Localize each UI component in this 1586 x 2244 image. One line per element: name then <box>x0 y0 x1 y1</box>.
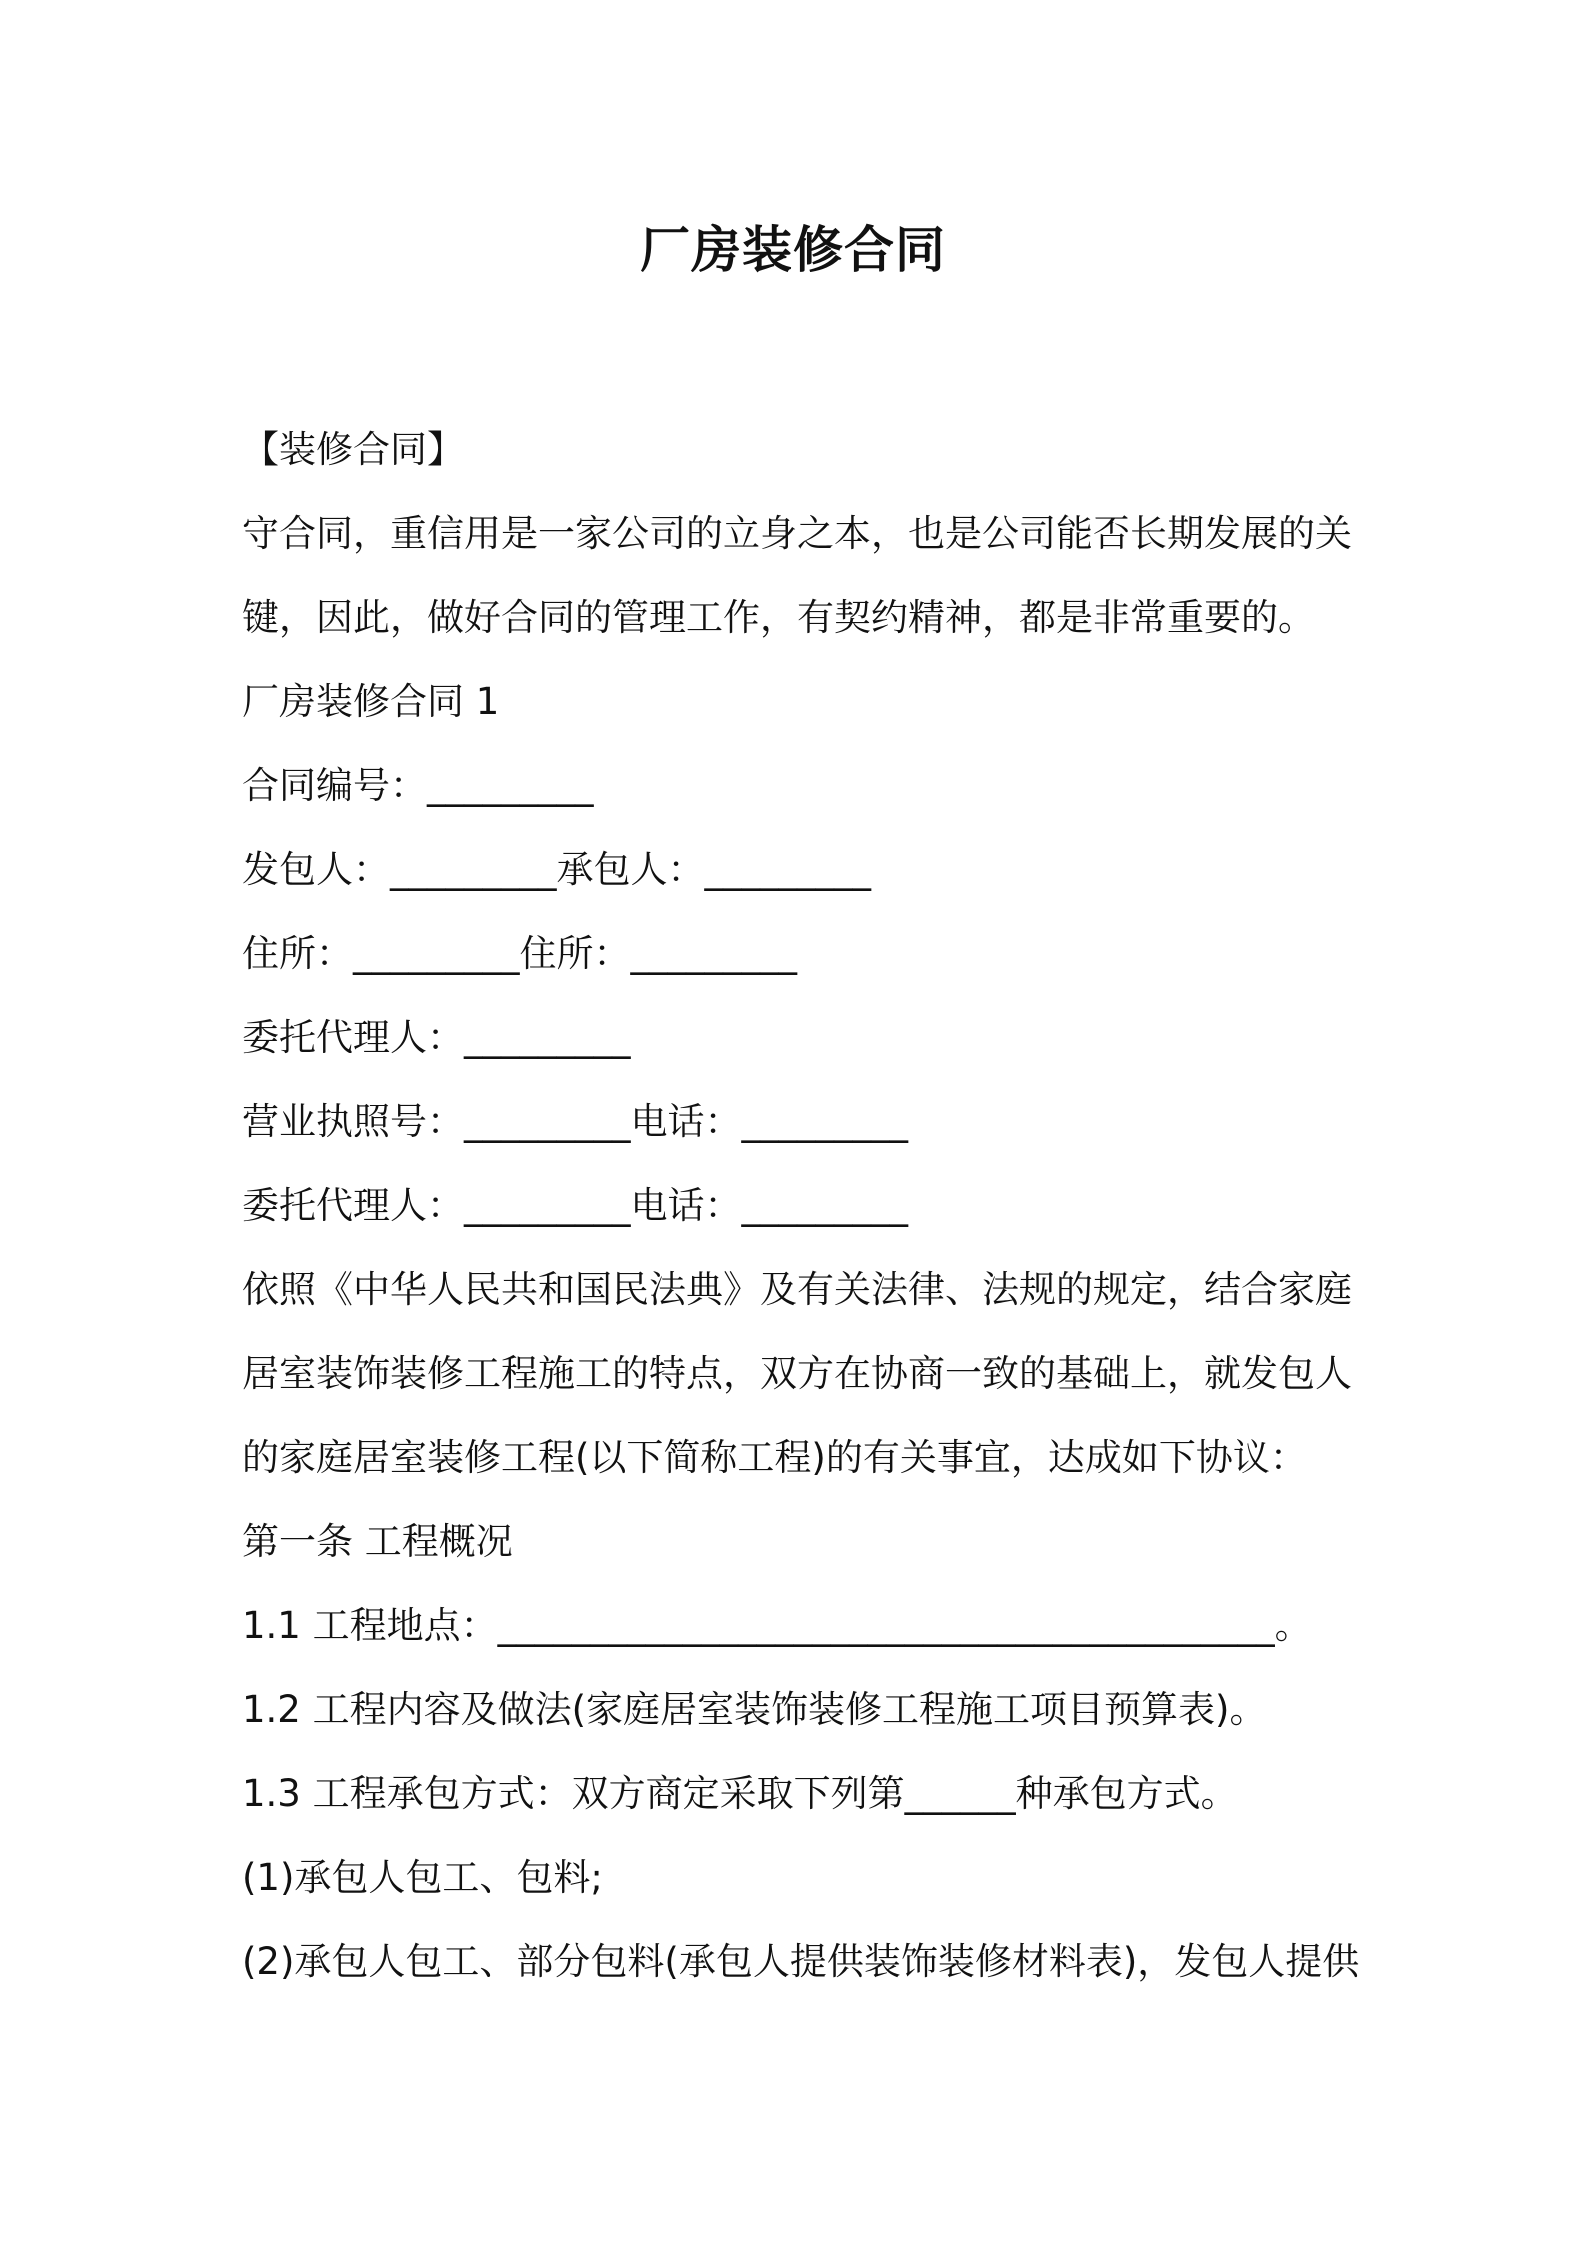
clause-line: 1.2 工程内容及做法(家庭居室装饰装修工程施工项目预算表)。 <box>242 1688 1267 1731</box>
intro-paragraph-line: 守合同，重信用是一家公司的立身之本，也是公司能否长期发展的关 <box>242 512 1352 555</box>
clause-line: (1)承包人包工、包料; <box>242 1856 603 1899</box>
document-body <box>242 408 1362 2004</box>
contract-subtitle: 厂房装修合同 1 <box>242 680 500 723</box>
article-heading: 第一条 工程概况 <box>242 1520 513 1563</box>
address-field: 住所：_________住所：_________ <box>242 932 797 975</box>
agreement-paragraph-line: 居室装饰装修工程施工的特点，双方在协商一致的基础上，就发包人 <box>242 1352 1352 1395</box>
license-phone-field: 营业执照号：_________电话：_________ <box>242 1100 908 1143</box>
agreement-paragraph-line: 依照《中华人民共和国民法典》及有关法律、法规的规定，结合家庭 <box>242 1268 1352 1311</box>
agent-phone-field: 委托代理人：_________电话：_________ <box>242 1184 908 1227</box>
agreement-paragraph-line: 的家庭居室装修工程(以下简称工程)的有关事宜，达成如下协议： <box>242 1436 1307 1479</box>
clause-line: 1.3 工程承包方式：双方商定采取下列第______种承包方式。 <box>242 1772 1238 1815</box>
parties-field: 发包人：_________承包人：_________ <box>242 848 871 891</box>
agent-field: 委托代理人：_________ <box>242 1016 631 1059</box>
intro-paragraph-line: 键，因此，做好合同的管理工作，有契约精神，都是非常重要的。 <box>242 596 1315 639</box>
section-heading: 【装修合同】 <box>242 428 464 471</box>
clause-line: 1.1 工程地点：__________________________________________。 <box>242 1604 1312 1647</box>
contract-number-field: 合同编号：_________ <box>242 764 594 807</box>
document-title: 厂房装修合同 <box>640 221 946 279</box>
clause-line: (2)承包人包工、部分包料(承包人提供装饰装修材料表)，发包人提供 <box>242 1940 1360 1983</box>
